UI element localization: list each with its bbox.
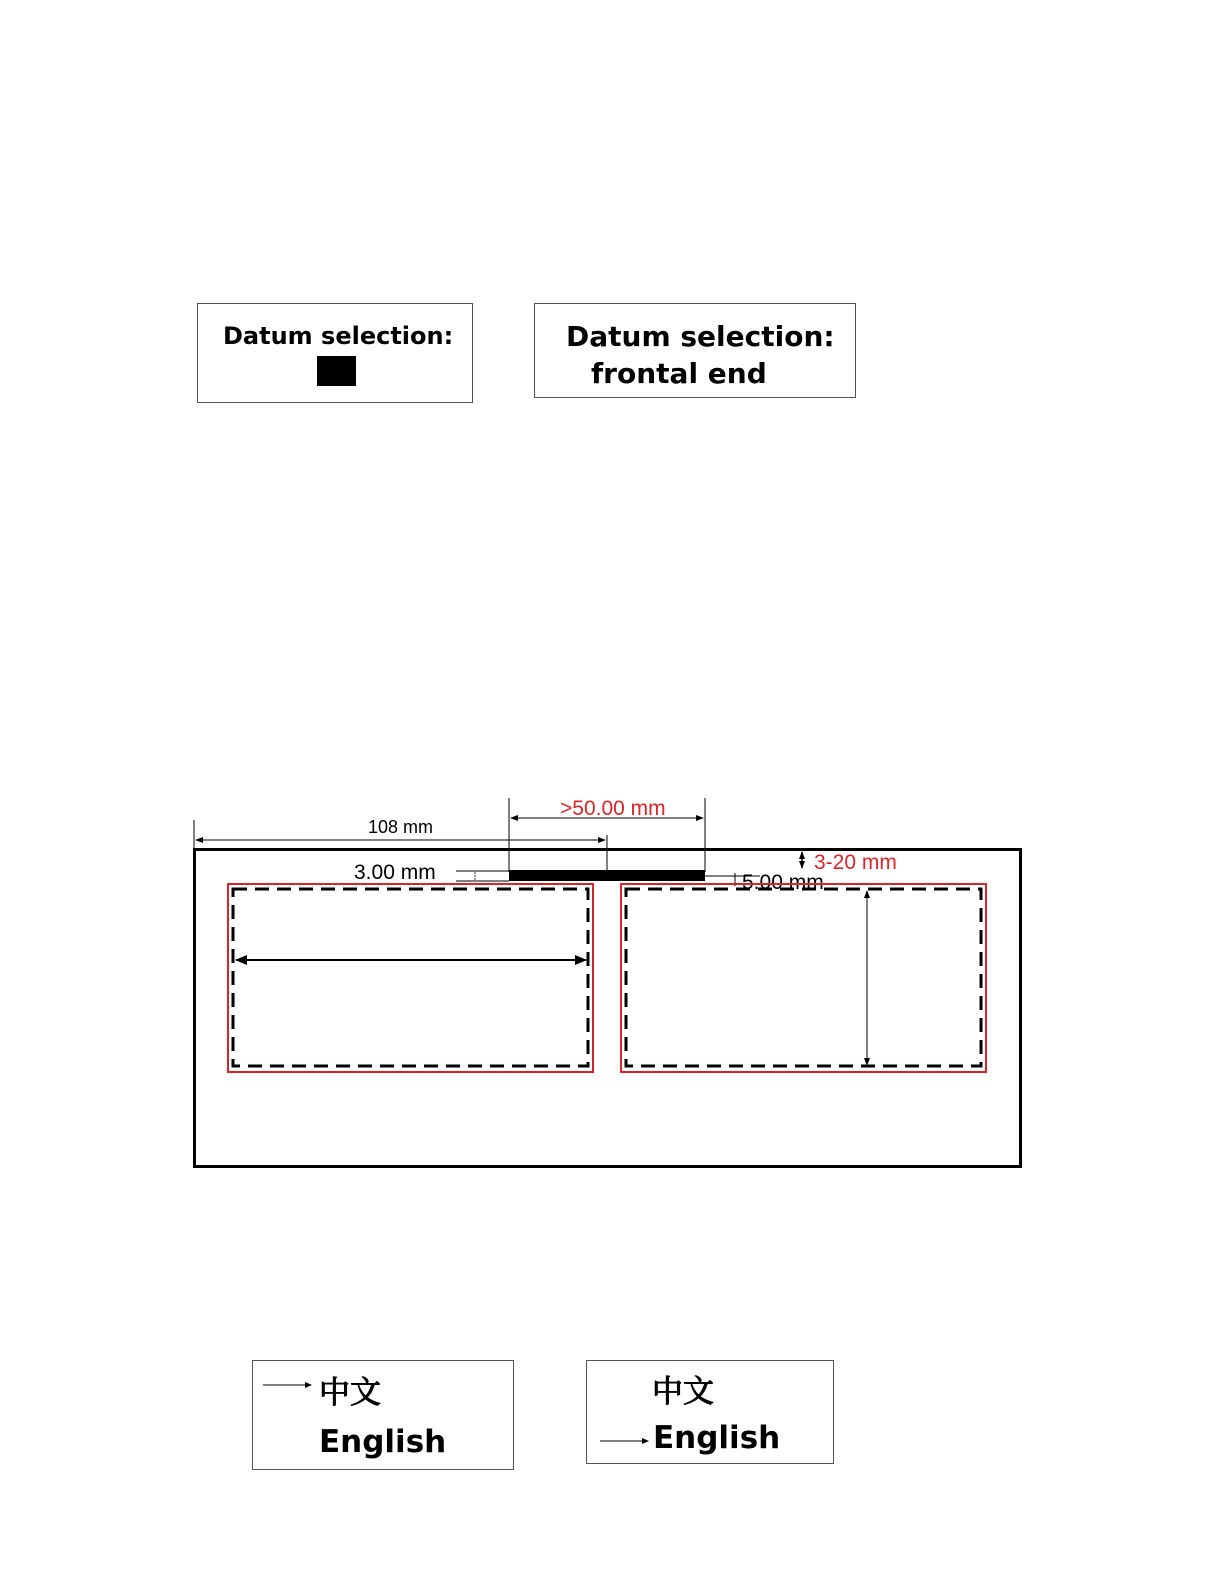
language-option-english[interactable]: English: [653, 1420, 781, 1456]
datum-selection-title: Datum selection:: [223, 322, 454, 350]
dim-5-label: 5.00 mm: [742, 871, 824, 894]
datum-selection-title: Datum selection:: [566, 320, 835, 353]
selection-arrow-icon: [263, 1380, 313, 1390]
block-cursor-icon: [317, 356, 356, 386]
language-panel-english-selected: [586, 1360, 834, 1464]
print-area-right: [626, 889, 981, 1066]
label-layout-diagram: [0, 780, 1224, 1200]
language-option-chinese[interactable]: 中文: [319, 1375, 381, 1411]
print-area-left: [233, 889, 588, 1066]
datum-selection-panel-frontal-end: [534, 303, 856, 398]
dim-108-label: 108 mm: [368, 817, 434, 837]
dim-50-label: >50.00 mm: [560, 797, 666, 820]
datum-selection-value: frontal end: [591, 357, 767, 390]
dim-3-label: 3.00 mm: [354, 861, 436, 884]
dim-3-20-label: 3-20 mm: [814, 851, 897, 874]
sheet-outline: [195, 850, 1021, 1167]
selection-arrow-icon: [600, 1436, 650, 1446]
reference-bar: [509, 870, 705, 881]
language-panel-chinese-selected: [252, 1360, 514, 1470]
label-area-right: [621, 884, 986, 1072]
datum-selection-panel-empty: [197, 303, 473, 403]
language-option-chinese[interactable]: 中文: [652, 1374, 714, 1410]
label-area-left: [228, 884, 593, 1072]
language-option-english[interactable]: English: [319, 1424, 447, 1460]
